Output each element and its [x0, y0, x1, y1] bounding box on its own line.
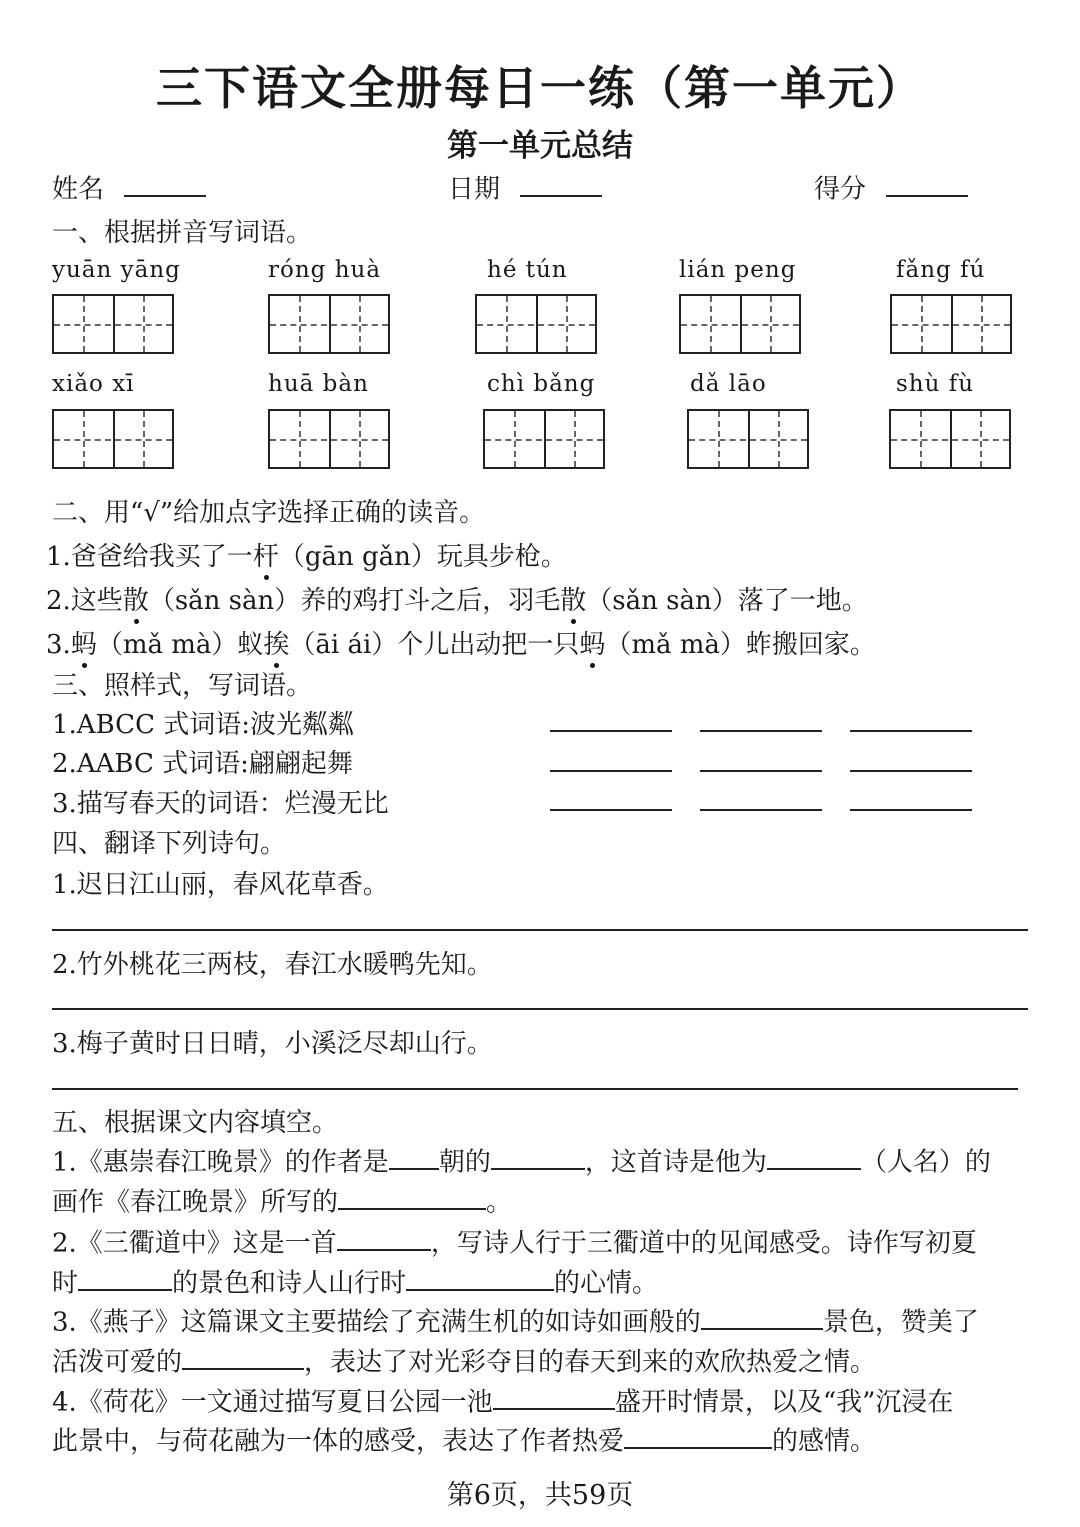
answer-line[interactable] — [550, 809, 672, 811]
dotted-char: 蚂 — [71, 624, 97, 661]
writing-grid[interactable] — [890, 294, 1012, 354]
answer-line[interactable] — [550, 770, 672, 772]
answer-line[interactable] — [700, 770, 822, 772]
section5-heading: 五、根据课文内容填空。 — [52, 1108, 339, 1138]
writing-grid[interactable] — [52, 409, 174, 469]
writing-grid[interactable] — [889, 409, 1011, 469]
fill-blank[interactable] — [182, 1341, 304, 1370]
answer-line[interactable] — [700, 730, 822, 732]
pinyin-label: xiǎo xī — [52, 371, 135, 397]
sec5-question-3: 3.《燕子》这篇课文主要描绘了充满生机的如诗如画般的 景色，赞美了 — [52, 1301, 979, 1338]
fill-blank[interactable] — [406, 1262, 554, 1291]
sec5-question-2: 2.《三衢道中》这是一首 ，写诗人行于三衢道中的见闻感受。诗作写初夏 — [52, 1222, 977, 1259]
name-field — [52, 168, 206, 205]
sec2-question-2: 2.这些散（sǎn sàn）养的鸡打斗之后，羽毛散（sǎn sàn）落了一地。 — [46, 580, 868, 617]
section1-heading: 一、根据拼音写词语。 — [52, 218, 313, 248]
answer-line[interactable] — [52, 929, 1028, 931]
writing-grid[interactable] — [268, 409, 390, 469]
sec5-question-2-cont: 时 的景色和诗人山行时 的心情。 — [52, 1262, 658, 1299]
pinyin-label: yuān yāng — [52, 257, 181, 283]
date-field — [448, 168, 602, 205]
fill-blank[interactable] — [78, 1262, 172, 1291]
dotted-char: 挨 — [263, 624, 289, 661]
page-subtitle: 第一单元总结 — [447, 128, 633, 164]
writing-grid[interactable] — [475, 294, 597, 354]
dotted-char: 散 — [560, 580, 586, 617]
sec5-question-1-cont: 画作《春江晚景》所写的 。 — [52, 1181, 512, 1218]
date-blank[interactable] — [520, 168, 602, 197]
answer-line[interactable] — [52, 1088, 1018, 1090]
writing-grid[interactable] — [268, 294, 390, 354]
sec5-question-4: 4.《荷花》一文通过描写夏日公园一池 盛开时情景，以及“我”沉浸在 — [52, 1381, 953, 1418]
answer-line[interactable] — [550, 730, 672, 732]
answer-line[interactable] — [850, 809, 972, 811]
sec2-question-1: 1.爸爸给我买了一杆（gān gǎn）玩具步枪。 — [46, 536, 567, 573]
date-label: 日期 — [448, 174, 501, 205]
sec3-item: 2.AABC 式词语:翩翩起舞 — [52, 749, 353, 779]
fill-blank[interactable] — [389, 1141, 439, 1170]
page-title: 三下语文全册每日一练（第一单元） — [156, 61, 924, 115]
answer-line[interactable] — [850, 770, 972, 772]
answer-line[interactable] — [700, 809, 822, 811]
writing-grid[interactable] — [483, 409, 605, 469]
name-blank[interactable] — [124, 168, 206, 197]
section3-heading: 三、照样式，写词语。 — [52, 671, 313, 701]
writing-grid[interactable] — [52, 294, 174, 354]
pinyin-label: chì bǎng — [487, 371, 596, 397]
answer-line[interactable] — [52, 1008, 1028, 1010]
score-field — [814, 168, 968, 205]
sec3-item: 3.描写春天的词语：烂漫无比 — [52, 789, 389, 819]
fill-blank[interactable] — [338, 1181, 486, 1210]
section4-heading: 四、翻译下列诗句。 — [52, 829, 287, 859]
sec5-question-1: 1.《惠崇春江晚景》的作者是 朝的 ，这首诗是他为 （人名）的 — [52, 1141, 991, 1178]
sec4-item: 2.竹外桃花三两枝，春江水暖鸭先知。 — [52, 950, 493, 980]
fill-blank[interactable] — [767, 1141, 861, 1170]
dotted-char: 蚂 — [579, 624, 605, 661]
pinyin-label: lián peng — [679, 257, 797, 283]
sec2-question-3: 3.蚂（mǎ mà）蚁挨（āi ái）个儿出动把一只蚂（mǎ mà）蚱搬回家。 — [46, 624, 876, 661]
fill-blank[interactable] — [337, 1222, 431, 1251]
answer-line[interactable] — [850, 730, 972, 732]
section2-heading: 二、用“√”给加点字选择正确的读音。 — [52, 498, 486, 528]
pinyin-label: róng huà — [268, 257, 382, 283]
name-label: 姓名 — [52, 174, 105, 205]
pinyin-label: huā bàn — [268, 371, 369, 397]
fill-blank[interactable] — [493, 1381, 615, 1410]
dotted-char: 杆 — [253, 536, 279, 573]
writing-grid[interactable] — [687, 409, 809, 469]
score-blank[interactable] — [886, 168, 968, 197]
page-number: 第6页，共59页 — [446, 1480, 634, 1511]
fill-blank[interactable] — [701, 1301, 823, 1330]
score-label: 得分 — [814, 174, 867, 205]
sec5-question-3-cont: 活泼可爱的 ，表达了对光彩夺目的春天到来的欢欣热爱之情。 — [52, 1341, 876, 1378]
sec4-item: 1.迟日江山丽，春风花草香。 — [52, 870, 389, 900]
pinyin-label: dǎ lāo — [690, 371, 767, 397]
fill-blank[interactable] — [624, 1420, 772, 1449]
pinyin-label: fǎng fú — [896, 257, 986, 283]
sec4-item: 3.梅子黄时日日晴，小溪泛尽却山行。 — [52, 1029, 493, 1059]
sec5-question-4-cont: 此景中，与荷花融为一体的感受，表达了作者热爱 的感情。 — [52, 1420, 876, 1457]
writing-grid[interactable] — [679, 294, 801, 354]
dotted-char: 散 — [123, 580, 149, 617]
fill-blank[interactable] — [491, 1141, 585, 1170]
pinyin-label: shù fù — [896, 371, 975, 397]
sec3-item: 1.ABCC 式词语:波光粼粼 — [52, 710, 354, 740]
pinyin-label: hé tún — [487, 257, 568, 283]
